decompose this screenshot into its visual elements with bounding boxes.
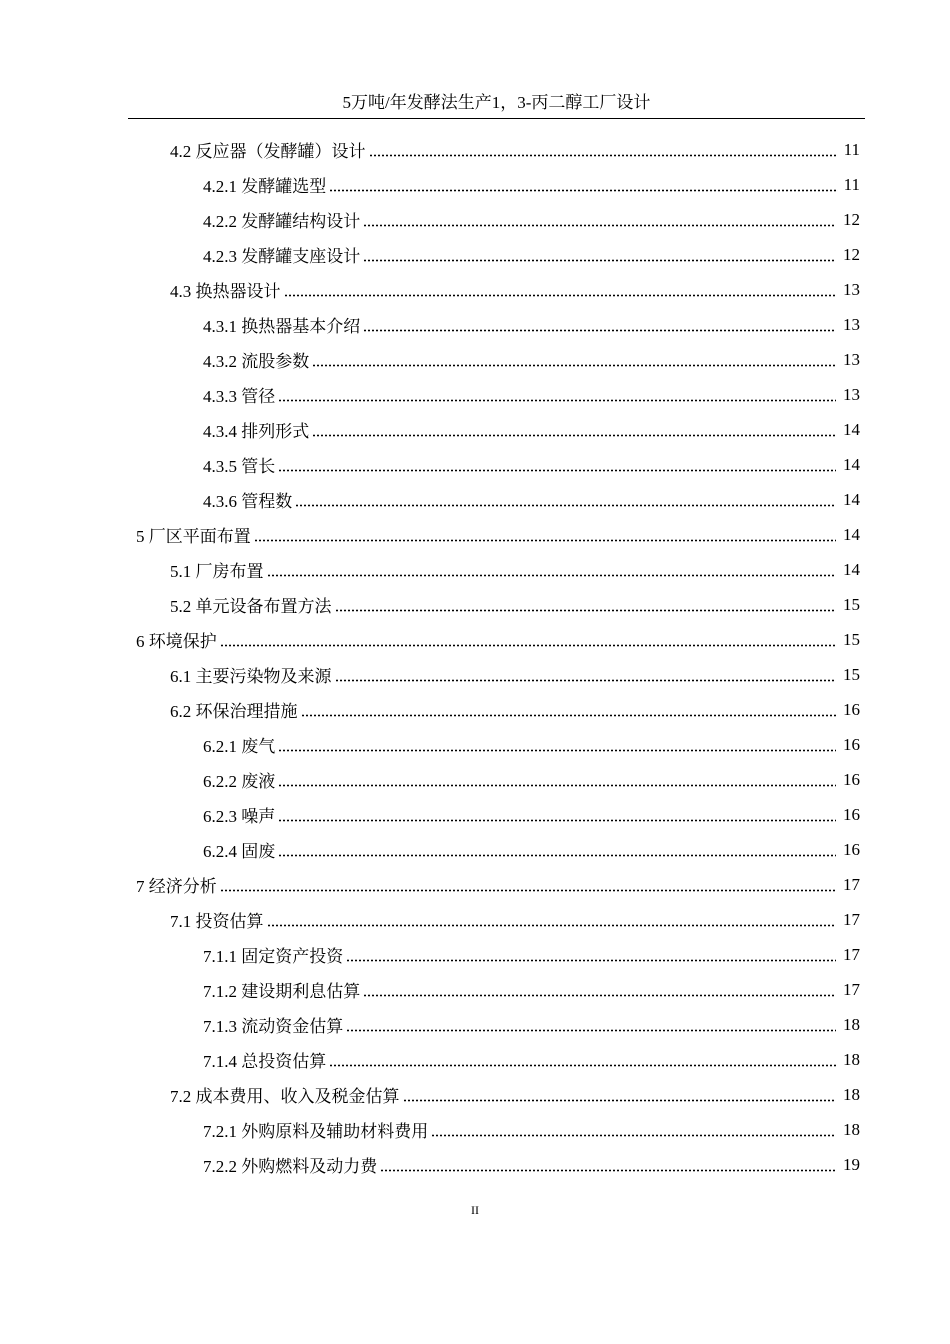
toc-entry-page: 16 [843,839,860,859]
toc-dot-leader [335,670,837,682]
toc-entry-label: 4.3.6 管程数 [203,492,293,511]
toc-entry-label: 4.2 反应器（发酵罐）设计 [170,142,366,161]
toc-entry[interactable] [0,1007,950,1042]
toc-dot-leader [284,285,837,297]
toc-entry-page: 15 [843,664,860,684]
toc-entry-page: 13 [843,279,860,299]
toc-dot-leader [329,180,836,192]
toc-entry-page: 15 [843,629,860,649]
toc-entry[interactable] [0,692,950,727]
toc-entry-label: 7.1.3 流动资金估算 [203,1017,344,1036]
toc-dot-leader [363,250,836,262]
toc-entry-page: 14 [843,454,860,474]
toc-dot-leader [278,845,836,857]
toc-entry-label: 6.2.1 废气 [203,737,276,756]
toc-dot-leader [363,320,836,332]
toc-dot-leader [278,775,836,787]
toc-entry-page: 12 [843,209,860,229]
toc-entry[interactable] [0,622,950,657]
toc-entry-page: 17 [843,944,860,964]
toc-dot-leader [295,495,836,507]
toc-entry-page: 18 [843,1049,860,1069]
toc-entry-label: 4.2.2 发酵罐结构设计 [203,212,361,231]
toc-dot-leader [363,215,836,227]
toc-entry-label: 7.1 投资估算 [170,912,264,931]
toc-entry[interactable] [0,447,950,482]
toc-dot-leader [278,810,836,822]
toc-entry-label: 4.3.5 管长 [203,457,276,476]
toc-entry-label: 6.2 环保治理措施 [170,702,298,721]
toc-dot-leader [431,1125,836,1137]
toc-entry[interactable] [0,657,950,692]
toc-entry-page: 11 [843,139,860,159]
toc-entry-page: 13 [843,349,860,369]
toc-entry-label: 7.2 成本费用、收入及税金估算 [170,1087,400,1106]
toc-dot-leader [220,880,836,892]
toc-dot-leader [369,145,837,157]
toc-entry-page: 18 [843,1119,860,1139]
toc-entry-label: 7 经济分析 [136,877,217,896]
toc-entry[interactable] [0,832,950,867]
toc-entry[interactable] [0,587,950,622]
toc-entry-page: 11 [843,174,860,194]
toc-entry-page: 18 [843,1084,860,1104]
toc-dot-leader [403,1090,837,1102]
toc-entry[interactable] [0,272,950,307]
toc-entry[interactable] [0,797,950,832]
toc-entry-page: 14 [843,489,860,509]
toc-entry[interactable] [0,1042,950,1077]
toc-entry-page: 13 [843,384,860,404]
toc-dot-leader [278,390,836,402]
toc-dot-leader [312,355,836,367]
toc-entry-label: 7.1.4 总投资估算 [203,1052,327,1071]
toc-entry-page: 14 [843,419,860,439]
toc-entry[interactable] [0,937,950,972]
toc-dot-leader [301,705,837,717]
toc-entry-label: 7.2.1 外购原料及辅助材料费用 [203,1122,429,1141]
toc-dot-leader [363,985,836,997]
toc-entry-label: 4.3.4 排列形式 [203,422,310,441]
toc-dot-leader [278,460,836,472]
toc-dot-leader [220,635,836,647]
toc-dot-leader [278,740,836,752]
toc-entry[interactable] [0,517,950,552]
toc-entry[interactable] [0,412,950,447]
toc-entry-page: 17 [843,979,860,999]
toc-dot-leader [329,1055,836,1067]
toc-entry-page: 13 [843,314,860,334]
toc-entry-label: 7.1.2 建设期利息估算 [203,982,361,1001]
toc-entry-page: 14 [843,559,860,579]
toc-dot-leader [335,600,837,612]
toc-entry-label: 7.2.2 外购燃料及动力费 [203,1157,378,1176]
toc-entry[interactable] [0,132,950,167]
toc-entry[interactable] [0,342,950,377]
toc-entry[interactable] [0,237,950,272]
document-title: 5万吨/年发酵法生产1，3-丙二醇工厂设计 [342,93,651,112]
toc-dot-leader [312,425,836,437]
toc-entry[interactable] [0,1112,950,1147]
toc-entry[interactable] [0,972,950,1007]
toc-entry[interactable] [0,1077,950,1112]
toc-entry-page: 12 [843,244,860,264]
page-number: II [471,1203,479,1217]
toc-entry-page: 15 [843,594,860,614]
toc-entry-page: 18 [843,1014,860,1034]
toc-entry-label: 7.1.1 固定资产投资 [203,947,344,966]
toc-dot-leader [267,565,837,577]
toc-entry[interactable] [0,762,950,797]
toc-entry-label: 4.2.1 发酵罐选型 [203,177,327,196]
toc-entry-label: 6.2.4 固废 [203,842,276,861]
toc-entry[interactable] [0,307,950,342]
toc-dot-leader [267,915,837,927]
page-header [128,90,865,119]
toc-entry-label: 5 厂区平面布置 [136,527,251,546]
toc-entry-label: 4.3.1 换热器基本介绍 [203,317,361,336]
toc-entry-page: 16 [843,699,860,719]
toc-dot-leader [254,530,836,542]
toc-entry-page: 19 [843,1154,860,1174]
toc-dot-leader [380,1160,836,1172]
toc-entry-page: 16 [843,804,860,824]
toc-entry-page: 16 [843,734,860,754]
toc-entry[interactable] [0,902,950,937]
toc-entry-page: 17 [843,874,860,894]
toc-entry[interactable] [0,167,950,202]
toc-entry[interactable] [0,727,950,762]
toc-entry-label: 5.2 单元设备布置方法 [170,597,332,616]
toc-entry-label: 4.3 换热器设计 [170,282,281,301]
table-of-contents [0,132,950,1182]
toc-entry-label: 6.2.3 噪声 [203,807,276,826]
toc-entry-label: 6 环境保护 [136,632,217,651]
toc-entry-label: 5.1 厂房布置 [170,562,264,581]
page-footer [0,1203,950,1218]
toc-entry-label: 6.1 主要污染物及来源 [170,667,332,686]
toc-entry[interactable] [0,552,950,587]
toc-entry[interactable] [0,1147,950,1182]
toc-entry-page: 17 [843,909,860,929]
toc-entry-label: 4.3.3 管径 [203,387,276,406]
toc-entry-label: 6.2.2 废液 [203,772,276,791]
toc-entry[interactable] [0,867,950,902]
toc-entry[interactable] [0,482,950,517]
toc-dot-leader [346,950,836,962]
toc-entry-label: 4.3.2 流股参数 [203,352,310,371]
toc-entry-page: 14 [843,524,860,544]
toc-entry-label: 4.2.3 发酵罐支座设计 [203,247,361,266]
toc-entry[interactable] [0,202,950,237]
toc-entry[interactable] [0,377,950,412]
toc-dot-leader [346,1020,836,1032]
toc-entry-page: 16 [843,769,860,789]
